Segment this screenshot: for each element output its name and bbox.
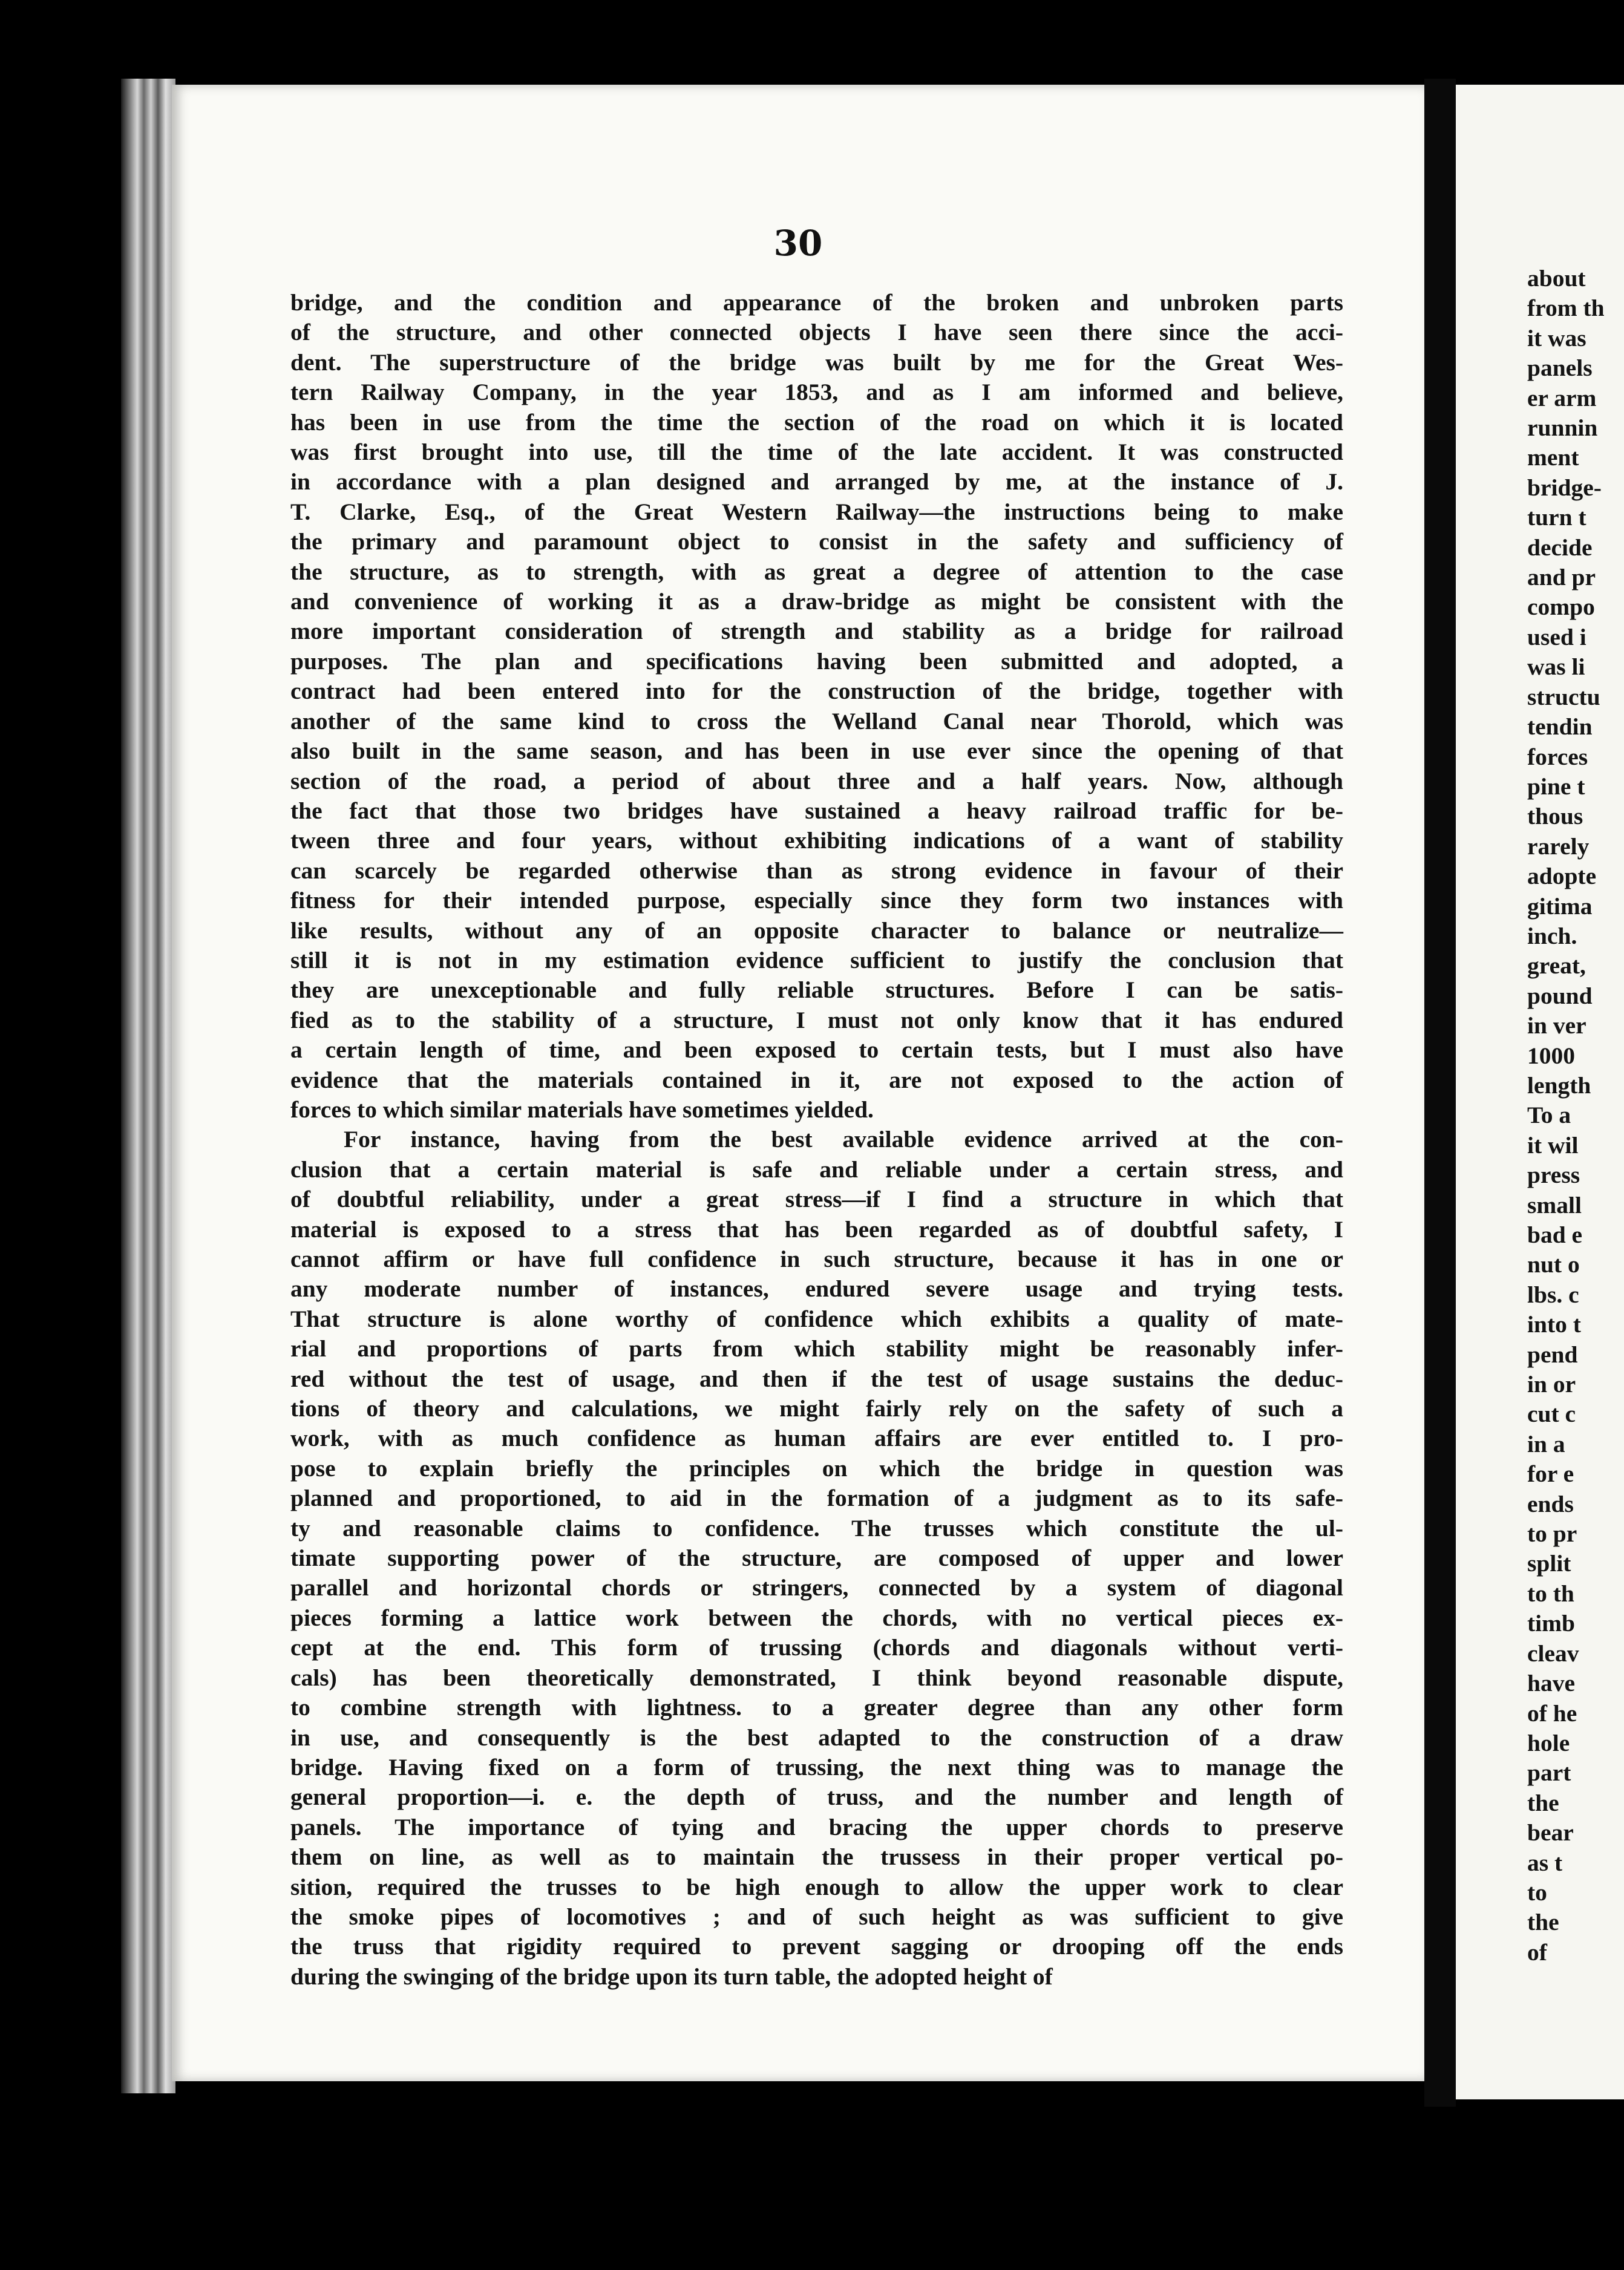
text-line: That structure is alone worthy of confidence which exhibits a quality of mate- bbox=[290, 1305, 1343, 1332]
paragraph-1 bbox=[290, 288, 1343, 1125]
fragment-line: used i bbox=[1527, 623, 1586, 650]
text-line: bridge, and the condition and appearance of the broken and unbroken parts bbox=[290, 289, 1343, 316]
text-line: pose to explain briefly the principles on which the bridge in question was bbox=[290, 1454, 1343, 1482]
fragment-line: to th bbox=[1527, 1580, 1574, 1607]
fragment-line: was li bbox=[1527, 653, 1585, 681]
book-edge bbox=[121, 79, 175, 2093]
fragment-line: of bbox=[1527, 1938, 1547, 1966]
text-line: a certain length of time, and been exposed to certain tests, but I must also have bbox=[290, 1036, 1343, 1064]
text-line: parallel and horizontal chords or stringers, connected by a system of diagonal bbox=[290, 1574, 1343, 1601]
fragment-line: gitima bbox=[1527, 892, 1593, 920]
fragment-line: into t bbox=[1527, 1311, 1581, 1338]
text-line: sition, required the trusses to be high enough to allow the upper work to clear bbox=[290, 1873, 1343, 1900]
fragment-line: ends bbox=[1527, 1490, 1574, 1517]
fragment-line: as t bbox=[1527, 1849, 1563, 1876]
fragment-line: about bbox=[1527, 265, 1586, 292]
fragment-line: adopte bbox=[1527, 863, 1597, 890]
text-line: evidence that the materials contained in it, are not exposed to the action of bbox=[290, 1066, 1343, 1093]
fragment-line: panels bbox=[1527, 355, 1593, 382]
fragment-line: and pr bbox=[1527, 564, 1596, 591]
fragment-line: To a bbox=[1527, 1102, 1571, 1129]
text-line: timate supporting power of the structure, are composed of upper and lower bbox=[290, 1545, 1343, 1572]
text-line: in use, and consequently is the best adapted to the construction of a draw bbox=[290, 1724, 1343, 1751]
fragment-line: have bbox=[1527, 1670, 1575, 1697]
text-line: of doubtful reliability, under a great stress—if I find a structure in which that bbox=[290, 1186, 1343, 1213]
text-line: tween three and four years, without exhibiting indications of a want of stability bbox=[290, 827, 1343, 854]
fragment-line: to bbox=[1527, 1879, 1547, 1906]
fragment-line: part bbox=[1527, 1759, 1571, 1787]
fragment-line: bridge- bbox=[1527, 474, 1602, 501]
text-line: planned and proportioned, to aid in the formation of a judgment as to its safe- bbox=[290, 1485, 1343, 1512]
text-line: has been in use from the time the section of the road on which it is located bbox=[290, 408, 1343, 436]
text-line: cals) has been theoretically demonstrated, I think beyond reasonable dispute, bbox=[290, 1664, 1343, 1691]
fragment-line: 1000 bbox=[1527, 1042, 1575, 1069]
fragment-line: runnin bbox=[1527, 414, 1598, 442]
text-line: also built in the same season, and has been in use ever since the opening of that bbox=[290, 738, 1343, 765]
text-line: rial and proportions of parts from which stability might be reasonably infer- bbox=[290, 1335, 1343, 1362]
text-line: For instance, having from the best available evidence arrived at the con- bbox=[344, 1126, 1343, 1153]
fragment-line: nut o bbox=[1527, 1251, 1580, 1278]
text-line: they are unexceptionable and fully reliable structures. Before I can be satis- bbox=[290, 976, 1343, 1004]
text-line: cannot affirm or have full confidence in such structure, because it has in one or bbox=[290, 1246, 1343, 1272]
fragment-line: in or bbox=[1527, 1371, 1576, 1398]
fragment-line: cleav bbox=[1527, 1640, 1579, 1667]
fragment-line: the bbox=[1527, 1909, 1559, 1936]
text-line: section of the road, a period of about three and a half years. Now, although bbox=[290, 767, 1343, 794]
fragment-line: hole bbox=[1527, 1729, 1570, 1756]
fragment-line: of he bbox=[1527, 1699, 1577, 1727]
text-line: in accordance with a plan designed and arranged by me, at the instance of J. bbox=[290, 468, 1343, 496]
text-line: the truss that rigidity required to prevent sagging or drooping off the ends bbox=[290, 1933, 1343, 1960]
text-line: panels. The importance of tying and bracing the upper chords to preserve bbox=[290, 1813, 1343, 1840]
fragment-line: thous bbox=[1527, 803, 1583, 830]
left-page bbox=[172, 85, 1424, 2081]
right-page-edge bbox=[1456, 85, 1624, 2099]
text-line: the fact that those two bridges have sustained a heavy railroad traffic for be- bbox=[290, 797, 1343, 824]
fragment-line: ment bbox=[1527, 444, 1579, 471]
text-line: fied as to the stability of a structure, I must not only know that it has endured bbox=[290, 1006, 1343, 1033]
text-line: can scarcely be regarded otherwise than as strong evidence in favour of their bbox=[290, 857, 1343, 884]
text-line: dent. The superstructure of the bridge was built by me for the Great Wes- bbox=[290, 348, 1343, 376]
fragment-line: length bbox=[1527, 1071, 1591, 1099]
fragment-line: for e bbox=[1527, 1460, 1574, 1488]
text-line: was first brought into use, till the time of the late accident. It was constructed bbox=[290, 439, 1343, 466]
fragment-line: rarely bbox=[1527, 832, 1590, 860]
fragment-line: in ver bbox=[1527, 1012, 1586, 1039]
fragment-line: it wil bbox=[1527, 1131, 1579, 1159]
fragment-line: it was bbox=[1527, 324, 1586, 352]
text-line: the structure, as to strength, with as great a degree of attention to the case bbox=[290, 558, 1343, 585]
fragment-line: press bbox=[1527, 1162, 1580, 1189]
text-line: them on line, as well as to maintain the trussess in their proper vertical po- bbox=[290, 1843, 1343, 1871]
text-line: the smoke pipes of locomotives ; and of such height as was sufficient to give bbox=[290, 1903, 1343, 1930]
right-page-text-fragments bbox=[1527, 264, 1605, 1967]
fragment-line: split bbox=[1527, 1550, 1571, 1577]
text-line: pieces forming a lattice work between the chords, with no vertical pieces ex- bbox=[290, 1604, 1343, 1631]
text-line: still it is not in my estimation evidence sufficient to justify the conclusion that bbox=[290, 946, 1343, 973]
fragment-line: lbs. c bbox=[1527, 1281, 1579, 1308]
fragment-line: decide bbox=[1527, 534, 1593, 561]
text-line: T. Clarke, Esq., of the Great Western Railway—the instructions being to make bbox=[290, 498, 1343, 525]
text-line: of the structure, and other connected objects I have seen there since the acci- bbox=[290, 319, 1343, 346]
fragment-line: inch. bbox=[1527, 922, 1577, 949]
fragment-line: compo bbox=[1527, 594, 1595, 621]
fragment-line: pound bbox=[1527, 982, 1593, 1009]
fragment-line: in a bbox=[1527, 1430, 1565, 1457]
text-line: red without the test of usage, and then if the test of usage sustains the deduc- bbox=[290, 1365, 1343, 1392]
fragment-line: bear bbox=[1527, 1819, 1574, 1846]
text-line: tions of theory and calculations, we might fairly rely on the safety of such a bbox=[290, 1395, 1343, 1422]
fragment-line: great, bbox=[1527, 952, 1586, 980]
text-line: work, with as much confidence as human affairs are ever entitled to. I pro- bbox=[290, 1425, 1343, 1452]
text-line: another of the same kind to cross the Welland Canal near Thorold, which was bbox=[290, 707, 1343, 734]
text-line: bridge. Having fixed on a form of trussing, the next thing was to manage the bbox=[290, 1753, 1343, 1781]
fragment-line: pend bbox=[1527, 1341, 1578, 1368]
text-line: fitness for their intended purpose, especially since they form two instances with bbox=[290, 887, 1343, 914]
text-line: general proportion—i. e. the depth of truss, and the number and length of bbox=[290, 1784, 1343, 1811]
text-line: to combine strength with lightness. to a greater degree than any other form bbox=[290, 1694, 1343, 1721]
fragment-line: from th bbox=[1527, 295, 1605, 322]
fragment-line: er arm bbox=[1527, 384, 1597, 411]
book-gutter bbox=[1424, 79, 1456, 2107]
page-number: 30 bbox=[773, 223, 823, 264]
fragment-line: small bbox=[1527, 1191, 1582, 1218]
text-line: and convenience of working it as a draw-bridge as might be consistent with the bbox=[290, 588, 1343, 615]
fragment-line: pine t bbox=[1527, 773, 1585, 800]
fragment-line: bad e bbox=[1527, 1222, 1583, 1248]
fragment-line: tendin bbox=[1527, 713, 1593, 741]
fragment-line: forces bbox=[1527, 743, 1588, 770]
page-body-text bbox=[290, 288, 1343, 1992]
text-line: forces to which similar materials have sometimes yielded. bbox=[290, 1096, 874, 1123]
text-line: material is exposed to a stress that has been regarded as of doubtful safety, I bbox=[290, 1215, 1343, 1243]
text-line: during the swinging of the bridge upon its turn table, the adopted height of bbox=[290, 1963, 1053, 1990]
fragment-line: timb bbox=[1527, 1610, 1575, 1637]
text-line: more important consideration of strength and stability as a bridge for railroad bbox=[290, 618, 1343, 645]
fragment-line: to pr bbox=[1527, 1520, 1577, 1548]
text-line: any moderate number of instances, endured severe usage and trying tests. bbox=[290, 1275, 1343, 1303]
fragment-line: the bbox=[1527, 1789, 1559, 1816]
text-line: contract had been entered into for the construction of the bridge, together with bbox=[290, 678, 1343, 705]
text-line: purposes. The plan and specifications having been submitted and adopted, a bbox=[290, 647, 1343, 675]
paragraph-2 bbox=[290, 1125, 1343, 1992]
text-line: ty and reasonable claims to confidence. The trusses which constitute the ul- bbox=[290, 1514, 1343, 1542]
text-line: like results, without any of an opposite character to balance or neutralize— bbox=[290, 917, 1343, 944]
fragment-line: structu bbox=[1527, 683, 1600, 710]
fragment-line: cut c bbox=[1527, 1401, 1576, 1428]
text-line: tern Railway Company, in the year 1853, and as I am informed and believe, bbox=[290, 379, 1343, 406]
fragment-line: turn t bbox=[1527, 504, 1586, 531]
text-line: clusion that a certain material is safe and reliable under a certain stress, and bbox=[290, 1156, 1343, 1183]
text-line: the primary and paramount object to consist in the safety and sufficiency of bbox=[290, 528, 1343, 555]
text-line: cept at the end. This form of trussing (chords and diagonals without verti- bbox=[290, 1634, 1343, 1661]
